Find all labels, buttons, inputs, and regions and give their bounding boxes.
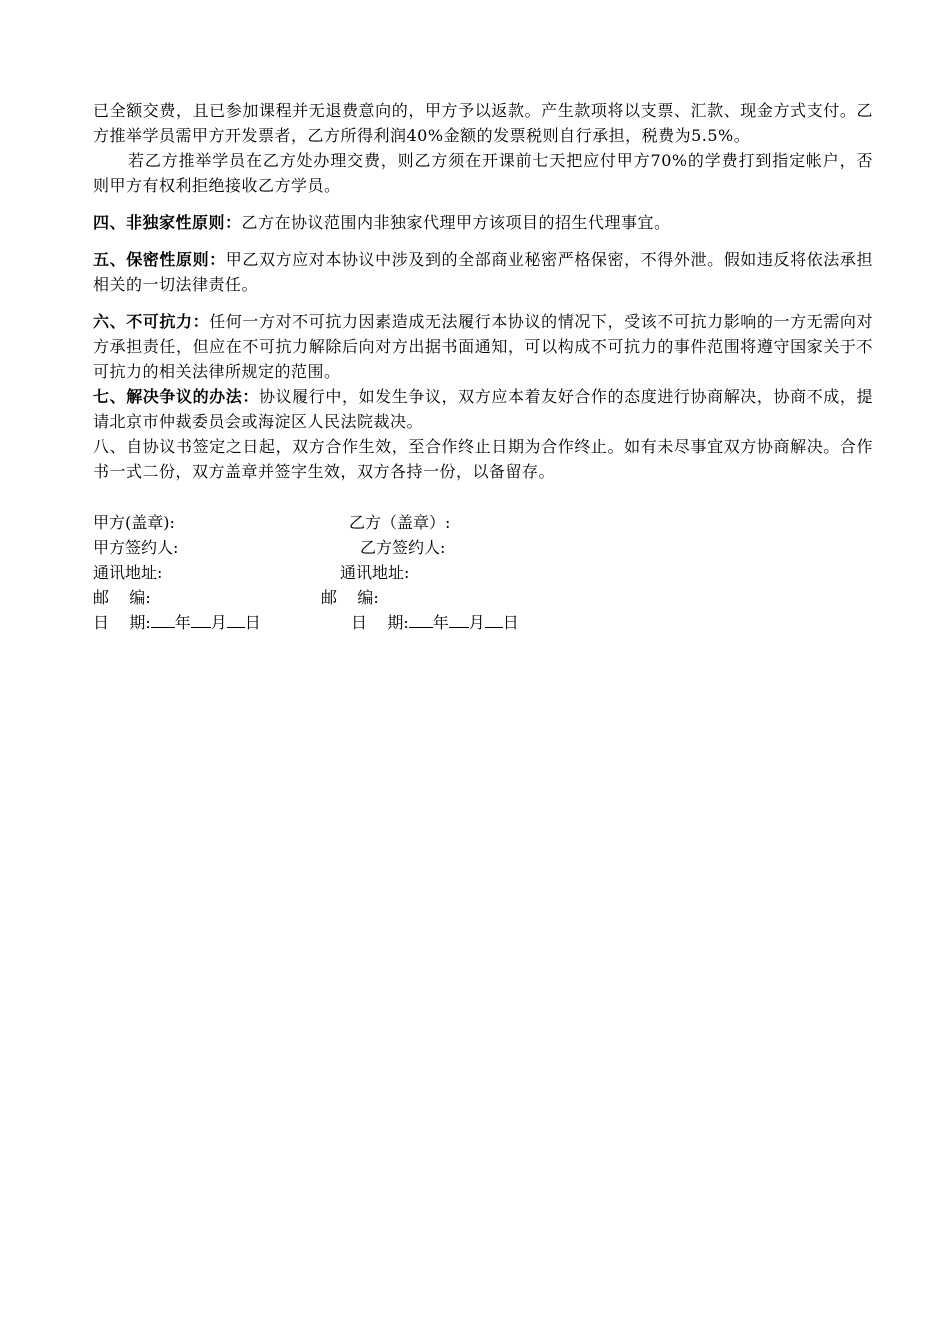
month-label: 月 <box>210 613 227 632</box>
clause-confidentiality <box>93 247 873 297</box>
address-row <box>93 560 873 585</box>
party-a-date <box>93 610 261 635</box>
day-label: 日 <box>244 613 261 632</box>
party-b-date-label: 日 期: <box>351 613 409 632</box>
year-label: 年 <box>174 613 191 632</box>
party-b-postcode-label: 邮 编: <box>321 588 379 607</box>
party-a-year-blank[interactable] <box>151 611 175 628</box>
payment-paragraph: 若乙方推举学员在乙方处办理交费，则乙方须在开课前七天把应付甲方70%的学费打到指定帐户，否则甲方有权利拒绝接收乙方学员。 <box>93 151 873 195</box>
clause-text: 任何一方对不可抗力因素造成无法履行本协议的情况下，受该不可抗力影响的一方无需向对方承担责任，但应在不可抗力解除后向对方出据书面通知，可以构成不可抗力的事件范围将遵守国家关于不可抗力的相关法律所规定的范围。 <box>93 312 873 381</box>
clause-non-exclusive <box>93 210 873 235</box>
clause-heading: 四、非独家性原则： <box>93 213 242 232</box>
signer-row <box>93 535 873 560</box>
clause-text: 乙方在协议范围内非独家代理甲方该项目的招生代理事宜。 <box>241 213 671 232</box>
clause-text: 甲乙双方应对本协议中涉及到的全部商业秘密严格保密，不得外泄。假如违反将依法承担相关的一切法律责任。 <box>93 250 873 294</box>
clause-dispute-resolution <box>93 384 873 434</box>
party-a-day-blank[interactable] <box>227 611 245 628</box>
day-label: 日 <box>502 613 519 632</box>
party-a-address-label: 通讯地址: <box>93 563 163 582</box>
party-b-seal-label: 乙方（盖章）: <box>349 513 451 532</box>
party-b-date <box>351 610 519 635</box>
seal-row <box>93 510 873 535</box>
clause-effective-terms: 八、自协议书签定之日起，双方合作生效，至合作终止日期为合作终止。如有未尽事宜双方协商解决。合作书一式二份，双方盖章并签字生效，双方各持一份，以备留存。 <box>93 437 873 481</box>
party-b-address-label: 通讯地址: <box>340 563 410 582</box>
postcode-row <box>93 585 873 610</box>
contract-page <box>93 98 873 635</box>
party-b-month-blank[interactable] <box>449 611 469 628</box>
year-label: 年 <box>432 613 449 632</box>
month-label: 月 <box>468 613 485 632</box>
clause-force-majeure <box>93 309 873 384</box>
clause-heading: 六、不可抗力： <box>93 312 210 331</box>
party-b-day-blank[interactable] <box>485 611 503 628</box>
signature-block <box>93 510 873 635</box>
party-b-year-blank[interactable] <box>409 611 433 628</box>
clause-text: 协议履行中，如发生争议，双方应本着友好合作的态度进行协商解决，协商不成，提请北京市仲裁委员会或海淀区人民法院裁决。 <box>93 387 873 431</box>
party-a-signer-label: 甲方签约人: <box>93 538 179 557</box>
party-a-date-label: 日 期: <box>93 613 151 632</box>
date-row <box>93 610 873 635</box>
party-a-postcode-label: 邮 编: <box>93 588 151 607</box>
clause-heading: 七、解决争议的办法： <box>93 387 259 406</box>
party-b-signer-label: 乙方签约人: <box>360 538 446 557</box>
refund-paragraph: 已全额交费，且已参加课程并无退费意向的，甲方予以返款。产生款项将以支票、汇款、现金方式支付。乙方推举学员需甲方开发票者，乙方所得利润40%金额的发票税则自行承担，税费为5.5%。 <box>93 101 873 145</box>
party-a-month-blank[interactable] <box>191 611 211 628</box>
party-a-seal-label: 甲方(盖章): <box>93 513 175 532</box>
clause-heading: 五、保密性原则： <box>93 250 226 269</box>
